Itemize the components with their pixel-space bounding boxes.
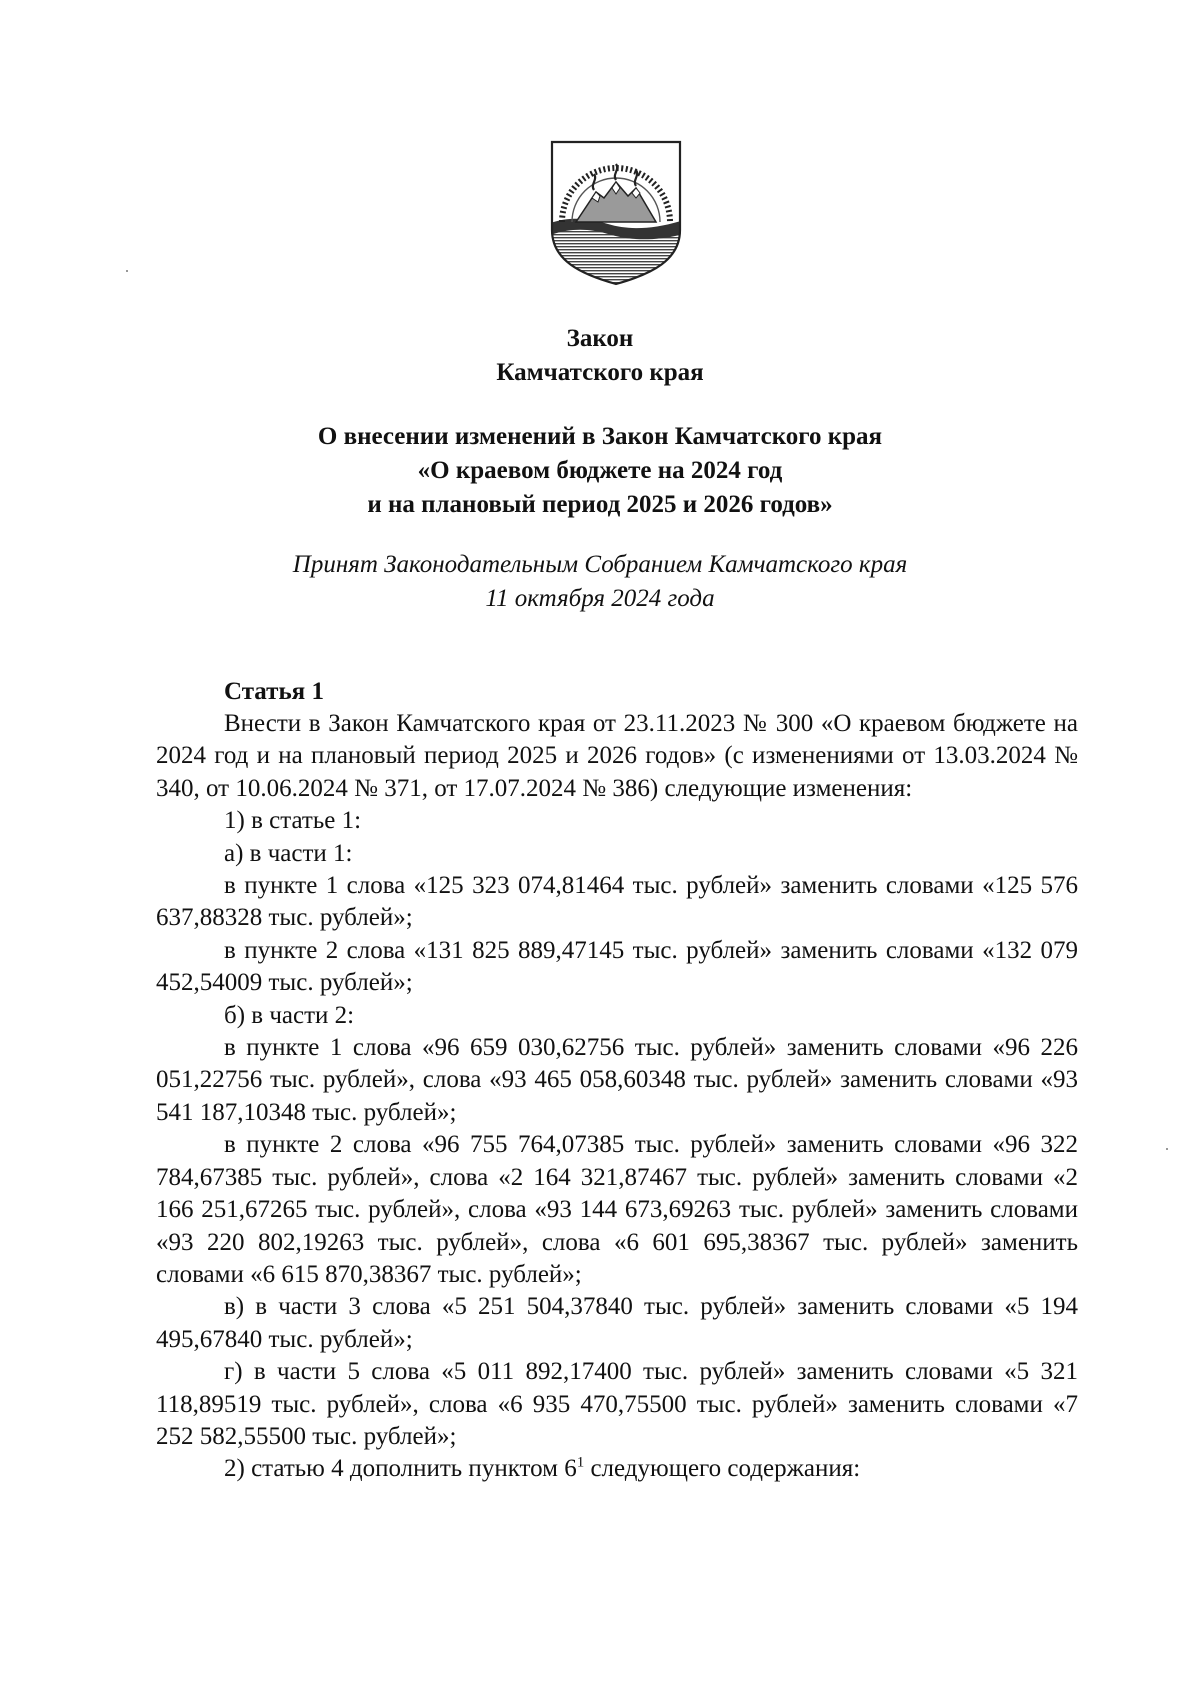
paragraph: в) в части 3 слова «5 251 504,37840 тыс. рублей» заменить словами «5 194 495,67840 тыс. рублей»; <box>156 1293 1078 1353</box>
adoption-note-line-2: 11 октября 2024 года <box>485 585 715 612</box>
law-title-line-3: и на плановый период 2025 и 2026 годов» <box>367 491 833 518</box>
paragraph: г) в части 5 слова «5 011 892,17400 тыс. рублей» заменить словами «5 321 118,89519 тыс. рублей», слова «6 935 470,75500 тыс. рублей» заменить словами «7 252 582,55500 тыс. рублей»; <box>156 1358 1078 1450</box>
paragraph: Внести в Закон Камчатского края от 23.11.2023 № 300 «О краевом бюджете на 2024 год и на плановый период 2025 и 2026 годов» (с изменениями от 13.03.2024 № 340, от 10.06.2024 № 371, от 17.07.2024 № 386) следующие изменения: <box>156 710 1078 802</box>
paragraph: 1) в статье 1: <box>224 807 362 835</box>
law-title-line-1: О внесении изменений в Закон Камчатского края <box>317 423 883 450</box>
adoption-note-line-1: Принят Законодательным Собранием Камчатского края <box>292 551 908 578</box>
paragraph: в пункте 2 слова «131 825 889,47145 тыс. рублей» заменить словами «132 079 452,54009 тыс. рублей»; <box>156 936 1078 997</box>
paragraph: б) в части 2: <box>224 1001 355 1029</box>
paragraph-last-text: 2) статью 4 дополнить пунктом 6 <box>224 1455 577 1483</box>
superscript: 1 <box>576 1455 585 1472</box>
coat-of-arms-emblem <box>548 138 684 288</box>
law-heading <box>0 322 1200 390</box>
paragraph: в пункте 1 слова «125 323 074,81464 тыс. рублей» заменить словами «125 576 637,88328 тыс. рублей»; <box>156 872 1078 932</box>
article-body <box>156 708 1078 1486</box>
paragraph-last <box>156 1453 1078 1485</box>
adoption-note <box>0 548 1200 616</box>
paragraph: а) в части 1: <box>224 839 353 867</box>
scan-speck <box>1166 1148 1168 1150</box>
paragraph-last-tail: следующего содержания: <box>584 1455 861 1483</box>
paragraph: в пункте 1 слова «96 659 030,62756 тыс. рублей» заменить словами «96 226 051,22756 тыс. рублей», слова «93 465 058,60348 тыс. рублей» заменить словами «93 541 187,10348 тыс. рублей»; <box>156 1034 1078 1126</box>
scan-speck <box>126 270 128 272</box>
law-heading-line-1: Закон <box>566 325 634 352</box>
law-heading-line-2: Камчатского края <box>496 359 704 386</box>
law-title-line-2: «О краевом бюджете на 2024 год <box>417 457 783 484</box>
law-title <box>0 420 1200 522</box>
paragraph: в пункте 2 слова «96 755 764,07385 тыс. рублей» заменить словами «96 322 784,67385 тыс. рублей», слова «2 164 321,87467 тыс. рублей» заменить словами «2 166 251,67265 тыс. рублей», слова «93 144 673,69263 тыс. рублей» заменить словами «93 220 802,19263 тыс. рублей», слова «6 601 695,38367 тыс. рублей» заменить словами «6 615 870,38367 тыс. рублей»; <box>156 1131 1078 1288</box>
article-heading: Статья 1 <box>224 678 324 705</box>
